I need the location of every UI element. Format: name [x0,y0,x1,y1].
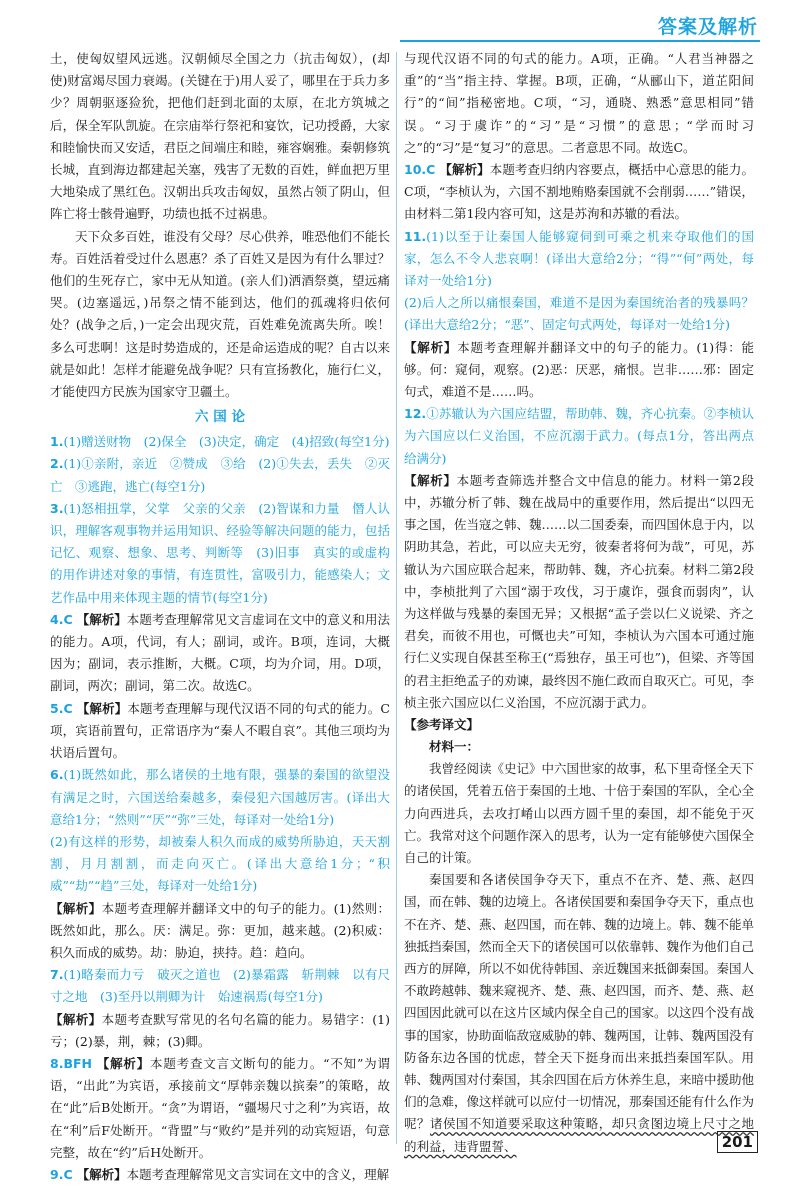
left-column [50,48,390,1186]
answer-2: 2.(1)①亲附，亲近 ②赞成 ③给 (2)①失去，丢失 ②灭亡 ③逃跑，逃亡(每空1分) [50,456,390,494]
answer-10: 10.C 【解析】本题考查归纳内容要点，概括中心意思的能力。C项，“李桢认为，六国不割地贿赂秦国就不会削弱……”错误，由材料二第1段内容可知，这是苏洵和苏辙的看法。 [404,162,754,222]
column-divider [396,52,397,1144]
answer-6-part-2: (2)有这样的形势，却被秦人积久而成的威势所胁迫，天天割割，月月割割，而走向灭亡。(译出大意给1分；“积威”“劫”“趋”三处，每译对一处给1分) [50,833,390,894]
answer-7-analysis: 【解析】本题考查默写常见的名句名篇的能力。易错字：(1)亏；(2)暴，荆，棘；(3)卿。 [50,1011,390,1049]
answer-11-part-2: (2)后人之所以痛恨秦国，难道不是因为秦国统治者的残暴吗？(译出大意给2分；“恶”、固定句式两处，每译对一处给1分) [404,295,754,333]
answer-8: 8.BFH 【解析】本题考查文言文断句的能力。“不知”为谓语，“出此”为宾语，承接前文“厚韩亲魏以摈秦”的策略，故在“此”后B处断开。“贪”为谓语，“疆埸尺寸之利”为宾语，故在“利”后F处断开。“背盟”与“败约”是并列的动宾短语，句意完整，故在“约”后H处断开。 [50,1055,390,1160]
header-title: 答案及解析 [657,16,758,38]
answer-11: 11.(1)以至于让秦国人能够窥伺到可乘之机来夺取他们的国家，怎么不令人悲哀啊！(译出大意给2分；“得”“何”两处，每译对一处给1分) [404,228,754,289]
section-title: 六 国 论 [195,409,245,426]
page-number: 201 [717,1131,758,1153]
answer-9-continued: 与现代汉语不同的句式的能力。A项，正确。“人君当神器之重”的“当”指主持、掌握。B项，正确，“从郦山下，道芷阳间行”的“间”指秘密地。C项，“习，通晓、熟悉”意思相同”错误。“习于虞诈”的“习”是“习惯”的意思；“学而时习之”的“习”是“复习”的意思。二者意思不同。故选C。 [404,51,754,155]
answer-11-analysis: 【解析】本题考查理解并翻译文中的句子的能力。(1)得：能够。何：窥伺，观察。(2)恶：厌恶，痛恨。岂非……邪：固定句式，难道不是……吗。 [404,339,754,400]
answer-3: 3.(1)怒相扭掌，父掌 父亲的父亲 (2)智谋和力量 僭人认识，理解客观事物并运用知识、经验等解决问题的能力，包括记忆、观察、想象、思考、判断等 (3)旧事 真实的或虚构的用作讲述对象的事情，有连贯性，富吸引力，能感染人；文艺作品中用来体现主题的情节(每空1分) [50,500,390,605]
answer-12-analysis: 【解析】本题考查筛选并整合文中信息的能力。材料一第2段中，苏辙分析了韩、魏在战局中的重要作用，然后提出“以四无事之国，佐当寇之韩、魏……以二国委秦，而四国休息于内，以阴助其急，若此，可以应夫无穷，彼秦者将何为哉”，可见，苏辙认为六国应联合起来，帮助韩、魏，齐心抗秦。材料二第2段中，李桢批判了六国“溺于攻伐，习于虞诈，强食而弱肉”，认为这样做与残暴的秦国无异；又根据“孟子尝以仁义说梁、齐之君矣，而彼不用也，可慨也夫”可知，李桢认为六国本可通过施行仁义实现自保甚至称王(“焉独存，虽王可也”)，但梁、齐等国的君主拒绝孟子的劝谏，最终因不施仁政而自取灭亡。可见，李桢主张六国应以仁义治国，不应沉溺于武力。 [404,472,755,710]
material-1-label: 材料一： [429,739,480,755]
answer-5: 5.C 【解析】本题考查理解与现代汉语不同的句式的能力。C项，宾语前置句，正常语序为“秦人不暇自哀”。其他三项均为状语后置句。 [50,700,390,761]
translation-paragraph-2: 天下众多百姓，谁没有父母？尽心供养，唯恐他们不能长寿。百姓活着受过什么恩惠？杀了百姓又是因为有什么罪过？他们的生死存亡，家中无从知道。(亲人们)洒酒祭奠，望远痛哭。(边塞遥远，)吊祭之情不能到达，他们的孤魂将归依何处？(战争之后，)一定会出现灾荒，百姓难免流离失所。唉！多么可悲啊！这是时势造成的，还是命运造成的呢？自古以来就是如此！怎样才能避免战争呢？只有宣扬教化，施行仁义，才能使四方民族为国家守卫疆土。 [50,228,390,400]
translation-paragraph-1: 土，使匈奴望风远逃。汉朝倾尽全国之力（抗击匈奴），(却使)财富竭尽国力衰竭。(关键在于)用人妥了，哪里在于兵力多少？周朝驱逐猃狁，把他们赶到北面的太原，在北方筑城之后，保全军队凯旋。在宗庙举行祭祀和宴饮，记功授爵，大家和睦愉快而又安适，君臣之间端庄和睦，雍容娴雅。秦朝修筑长城，直到海边都建起关塞，残害了无数的百姓，鲜血把万里大地染成了黑红色。汉朝出兵攻击匈奴，虽然占领了阴山，但阵亡将士骸骨遍野，功绩也抵不过祸患。 [50,51,390,222]
wavy-underlined-text: 诸侯国不知道要采取这种策略，却只贪图边境上尺寸之地的利益，违背盟誓、 [404,1116,754,1154]
answer-6: 6.(1)既然如此，那么诸侯的土地有限，强暴的秦国的欲望没有满足之时，六国送给秦越多，秦侵犯六国越厉害。(译出大意给1分；“然则”“厌”“弥”三处，每译对一处给1分) [50,767,390,827]
material-1-paragraph-2: 秦国要和各诸侯国争夺天下，重点不在齐、楚、燕、赵四国，而在韩、魏的边境上。各诸侯国要和秦国争夺天下，重点也不在齐、楚、燕、赵四国，而在韩、魏的边境上。韩、魏不能单独抵挡秦国，然而全天下的诸侯国可以依靠韩、魏作为他们自己西方的屏障，所以不如优待韩国、亲近魏国来抵御秦国。秦国人不敢跨越韩、魏来窥视齐、楚、燕、赵四国，而齐、楚、燕、赵四国因此就可以在这片区域内保全自己的国家。以这四个没有战事的国家，协助面临敌寇威胁的韩、魏两国，让韩、魏两国没有防备东边各国的忧虑，替全天下挺身而出来抵挡秦国军队。用韩、魏两国对付秦国，其余四国在后方休养生息，来暗中援助他们的急难，像这样就可以应付一切情况，那秦国还能有什么作为呢？诸侯国不知道要采取这种策略，却只贪图边境上尺寸之地的利益，违背盟誓、 [404,872,755,1154]
answer-1: 1.(1)赠送财物 (2)保全 (3)决定，确定 (4)招致(每空1分) [50,434,390,450]
answer-6-analysis: 【解析】本题考查理解并翻译文中的句子的能力。(1)然则：既然如此，那么。厌：满足。弥：更加，越来越。(2)积威：积久而成的威势。劫：胁迫，挟持。趋：趋向。 [50,900,390,960]
header-rule [400,40,760,42]
right-column [404,48,754,1158]
reference-translation-heading: 【参考译文】 [404,717,480,733]
answer-7: 7.(1)略秦而力亏 破灭之道也 (2)暴霜露 斩荆棘 以有尺寸之地 (3)至丹以荆卿为计 始速祸焉(每空1分) [50,967,390,1005]
answer-4: 4.C 【解析】本题考查理解常见文言虚词在文中的意义和用法的能力。A项，代词，有人；副词，或许。B项，连词，大概因为；副词，表示推断，大概。C项，均为介词，用。D项，副词，两次；副词，第二次。故选C。 [50,611,390,694]
material-1-paragraph-1: 我曾经阅读《史记》中六国世家的故事，私下里奇怪全天下的诸侯国，凭着五倍于秦国的土地、十倍于秦国的军队，全心全力向西进兵，去攻打崤山以西方圆千里的秦国，却不能免于灭亡。我常对这个问题作深入的思考，认为一定有能够使六国保全自己的计策。 [404,761,755,865]
answer-12: 12.①苏辙认为六国应结盟，帮助韩、魏，齐心抗秦。②李桢认为六国应以仁义治国，不应沉溺于武力。(每点1分，答出两点给满分) [404,406,754,466]
answer-9: 9.C 【解析】本题考查理解常见文言实词在文中的含义，理解 [50,1166,390,1182]
